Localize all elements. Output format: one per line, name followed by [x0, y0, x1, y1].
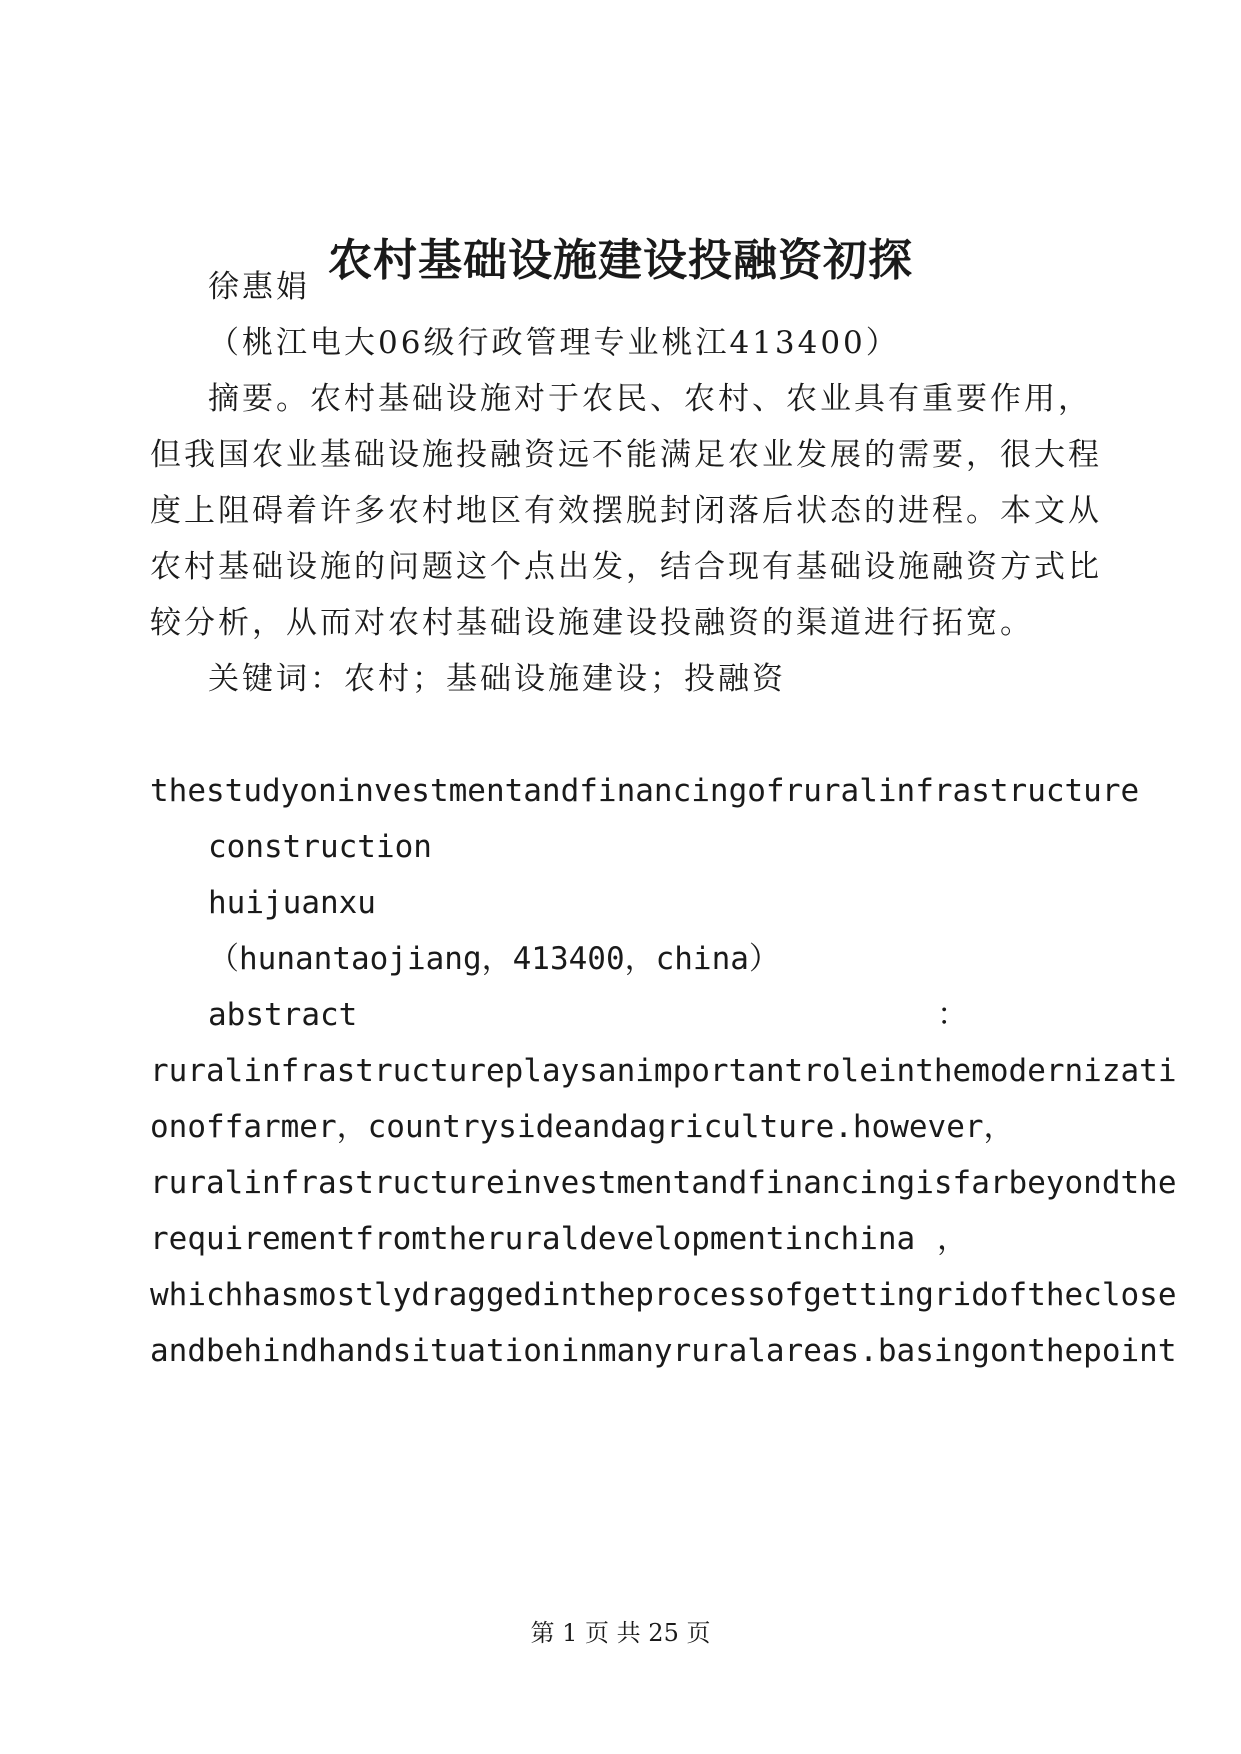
abstract-en-line-1: ruralinfrastructureplaysanimportantroleinthemodernizati — [150, 1053, 1177, 1089]
keywords-cn: 关键词：农村；基础设施建设；投融资 — [208, 661, 786, 697]
document-title: 农村基础设施建设投融资初探 — [328, 235, 913, 286]
abstract-colon: ： — [937, 997, 968, 1033]
abstract-en-line-5: whichhasmostlydraggedintheprocessofgettingridoftheclose — [150, 1277, 1177, 1313]
abstract-en-line-2-part-a: onoffarmer — [150, 1109, 337, 1145]
abstract-cn-line-3: 度上阻碍着许多农村地区有效摆脱封闭落后状态的进程。本文从 — [150, 493, 1102, 529]
abstract-en-line-2-part-b: ， — [336, 1109, 368, 1145]
abstract-en-line-2 — [150, 1107, 1015, 1147]
abstract-en-line-4-part-b: ， — [937, 1221, 968, 1257]
author-affiliation: （桃江电大06级行政管理专业桃江413400） — [208, 325, 900, 361]
abstract-en-line-2-part-d: ， — [983, 1109, 1015, 1145]
abstract-en-line-6: andbehindhandsituationinmanyruralareas.basingonthepoint — [150, 1333, 1177, 1369]
abstract-en-line-4 — [150, 1219, 968, 1259]
page-footer: 第 1 页 共 25 页 — [530, 1619, 711, 1647]
author-name-en: huijuanxu — [208, 885, 376, 921]
author-name: 徐惠娟 — [208, 269, 310, 305]
author-affiliation-en: （hunantaojiang，413400，china） — [208, 941, 780, 977]
abstract-en-line-4-part-a: requirementfromtheruraldevelopmentinchina — [150, 1221, 916, 1257]
abstract-en-line-3: ruralinfrastructureinvestmentandfinancingisfarbeyondthe — [150, 1165, 1177, 1201]
title-en-line-2: construction — [208, 829, 432, 865]
abstract-cn-line-1: 摘要。农村基础设施对于农民、农村、农业具有重要作用， — [208, 381, 1092, 417]
abstract-cn-line-5: 较分析，从而对农村基础设施建设投融资的渠道进行拓宽。 — [150, 605, 1034, 641]
abstract-en-line-2-part-c: countrysideandagriculture.however — [367, 1109, 984, 1145]
abstract-label-en: abstract — [208, 997, 358, 1033]
abstract-cn-line-4: 农村基础设施的问题这个点出发，结合现有基础设施融资方式比 — [150, 549, 1102, 585]
abstract-label-line — [208, 995, 968, 1035]
title-en-line-1: thestudyoninvestmentandfinancingofruralinfrastructure — [150, 773, 1140, 809]
abstract-cn-line-2: 但我国农业基础设施投融资远不能满足农业发展的需要，很大程 — [150, 437, 1102, 473]
